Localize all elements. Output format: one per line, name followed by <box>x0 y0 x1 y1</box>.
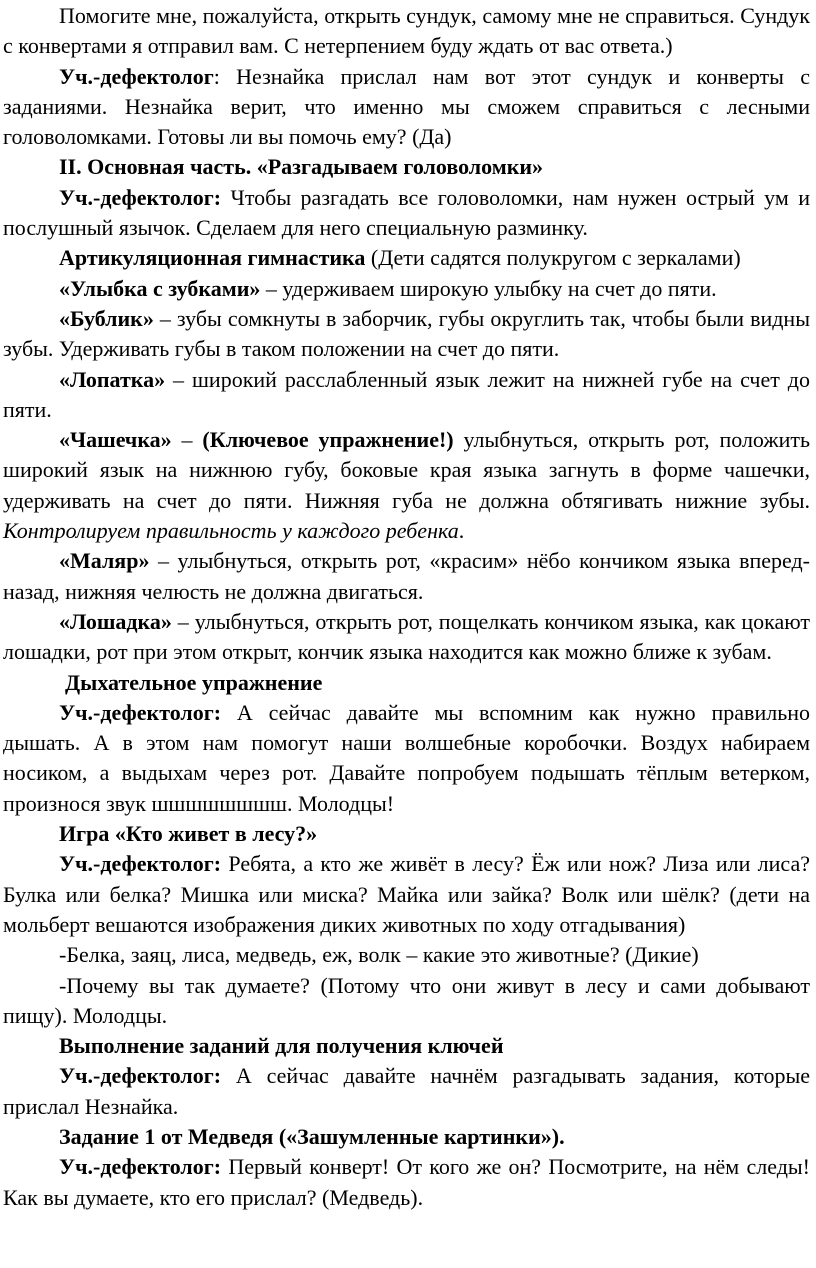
text-run: Чтобы разгадать все головоломки, нам нужен острый ум и послушный язычок. Сделаем для него специальную разминку. <box>3 184 810 241</box>
exercise-name: «Лопатка» <box>59 366 166 392</box>
exercise-bagel <box>3 304 810 365</box>
paragraph-warmup-intro <box>3 183 810 244</box>
text-run: – зубы сомкнуты в заборчик, губы округлить так, чтобы были видны зубы. Удерживать губы в таком положении на счет до пяти. <box>3 305 810 362</box>
control-note: Контролируем правильность у каждого ребенка <box>3 518 459 544</box>
text-run: – улыбнуться, открыть рот, пощелкать кончиком языка, как цокают лошадки, рот при этом открыт, кончик языка находится как можно ближе к зубам. <box>3 608 810 665</box>
text-run: Первый конверт! От кого же он? Посмотрите, на нём следы! Как вы думаете, кто его прислал? (Медведь). <box>3 1154 810 1210</box>
paragraph-teacher-intro <box>3 62 810 153</box>
exercise-name: «Улыбка с зубками» <box>59 275 261 301</box>
text-run: Помогите мне, пожалуйста, открыть сундук, самому мне не справиться. Сундук с конвертами я отправил вам. С нетерпением буду ждать от вас ответа.) <box>3 3 810 59</box>
text-run: А сейчас давайте мы вспомним как нужно правильно дышать. А в этом нам помогут наши волшебные коробочки. Воздух набираем носиком, а выдыхам через рот. Давайте попробуем подышать тёплым ветерком, произнося звук шшшшшшшш. Молодцы! <box>3 699 810 816</box>
exercise-painter <box>3 546 810 607</box>
paragraph-start-tasks <box>3 1061 810 1122</box>
text-run: А сейчас давайте начнём разгадывать задания, которые прислал Незнайка. <box>3 1063 810 1119</box>
text-run: – широкий расслабленный язык лежит на нижней губе на счет до пяти. <box>3 366 810 422</box>
heading-text: Задание 1 от Медведя («Зашумленные картинки»). <box>59 1123 565 1149</box>
speaker-label: Уч.-дефектолог: <box>59 1063 222 1089</box>
text-run: (Дети садятся полукругом с зеркалами) <box>365 245 741 271</box>
text-run: Ребята, а кто же живёт в лесу? Ёж или нож? Лиза или лиса? Булка или белка? Мишка или миска? Майка или зайка? Волк или шёлк? (дети на мольберт вешаются изображения диких животных по ходу отгадывания) <box>3 851 810 937</box>
text-run: – улыбнуться, открыть рот, «красим» нёбо кончиком языка вперед-назад, нижняя челюсть не должна двигаться. <box>3 548 810 604</box>
heading-task-1-bear <box>3 1122 810 1152</box>
paragraph-letter-ending <box>3 1 810 62</box>
subheading-text: Артикуляционная гимнастика <box>59 245 366 271</box>
speaker-label: Уч.-дефектолог: <box>59 699 222 725</box>
text-run: – <box>171 427 203 453</box>
speaker-label: Уч.-дефектолог: <box>59 1154 222 1180</box>
exercise-spatula <box>3 365 810 426</box>
exercise-cup <box>3 425 810 546</box>
key-exercise-note: (Ключевое упражнение!) <box>202 427 454 453</box>
heading-text: Дыхательное упражнение <box>65 669 323 695</box>
paragraph-why-question <box>3 971 810 1032</box>
text-run: улыбнуться, открыть рот, положить широкий язык на нижнюю губу, боковые края языка загнуть в форме чашечки, удерживать на счет до пяти. Нижняя губа не должна обтягивать нижние зубы. <box>3 427 811 513</box>
text-run: : Незнайка прислал нам вот этот сундук и конверты с заданиями. Незнайка верит, что именно мы сможем справиться с лесными головоломками. Готовы ли вы помочь ему? (Да) <box>3 63 810 150</box>
speaker-label: Уч.-дефектолог <box>59 63 214 89</box>
heading-breathing-exercise <box>3 668 810 698</box>
heading-text: II. Основная часть. «Разгадываем головоломки» <box>59 154 544 180</box>
text-run: – удерживаем широкую улыбку на счет до пяти. <box>260 275 717 301</box>
speaker-label: Уч.-дефектолог: <box>59 851 222 877</box>
heading-forest-game <box>3 819 810 849</box>
paragraph-wild-animals-question <box>3 940 810 970</box>
exercise-horse <box>3 607 810 668</box>
text-run: -Почему вы так думаете? (Потому что они живут в лесу и сами добывают пищу). Молодцы. <box>3 972 810 1028</box>
exercise-name: «Лошадка» <box>59 608 172 634</box>
heading-text: Выполнение заданий для получения ключей <box>59 1033 504 1059</box>
exercise-name: «Маляр» <box>59 548 150 574</box>
section-heading-main-part <box>3 152 810 182</box>
text-run: -Белка, заяц, лиса, медведь, еж, волк – какие это животные? (Дикие) <box>59 942 699 968</box>
heading-text: Игра «Кто живет в лесу?» <box>59 821 318 847</box>
exercise-name: «Бублик» <box>59 305 154 331</box>
paragraph-breathing <box>3 698 810 819</box>
exercise-smile-with-teeth <box>3 274 810 304</box>
paragraph-forest-game <box>3 849 810 940</box>
paragraph-first-envelope <box>3 1152 810 1213</box>
paragraph-articulation-gymnastics <box>3 243 810 273</box>
heading-tasks-for-keys <box>3 1031 810 1061</box>
exercise-name: «Чашечка» <box>59 427 172 453</box>
speaker-label: Уч.-дефектолог: <box>59 184 222 210</box>
text-run: . <box>458 518 465 544</box>
